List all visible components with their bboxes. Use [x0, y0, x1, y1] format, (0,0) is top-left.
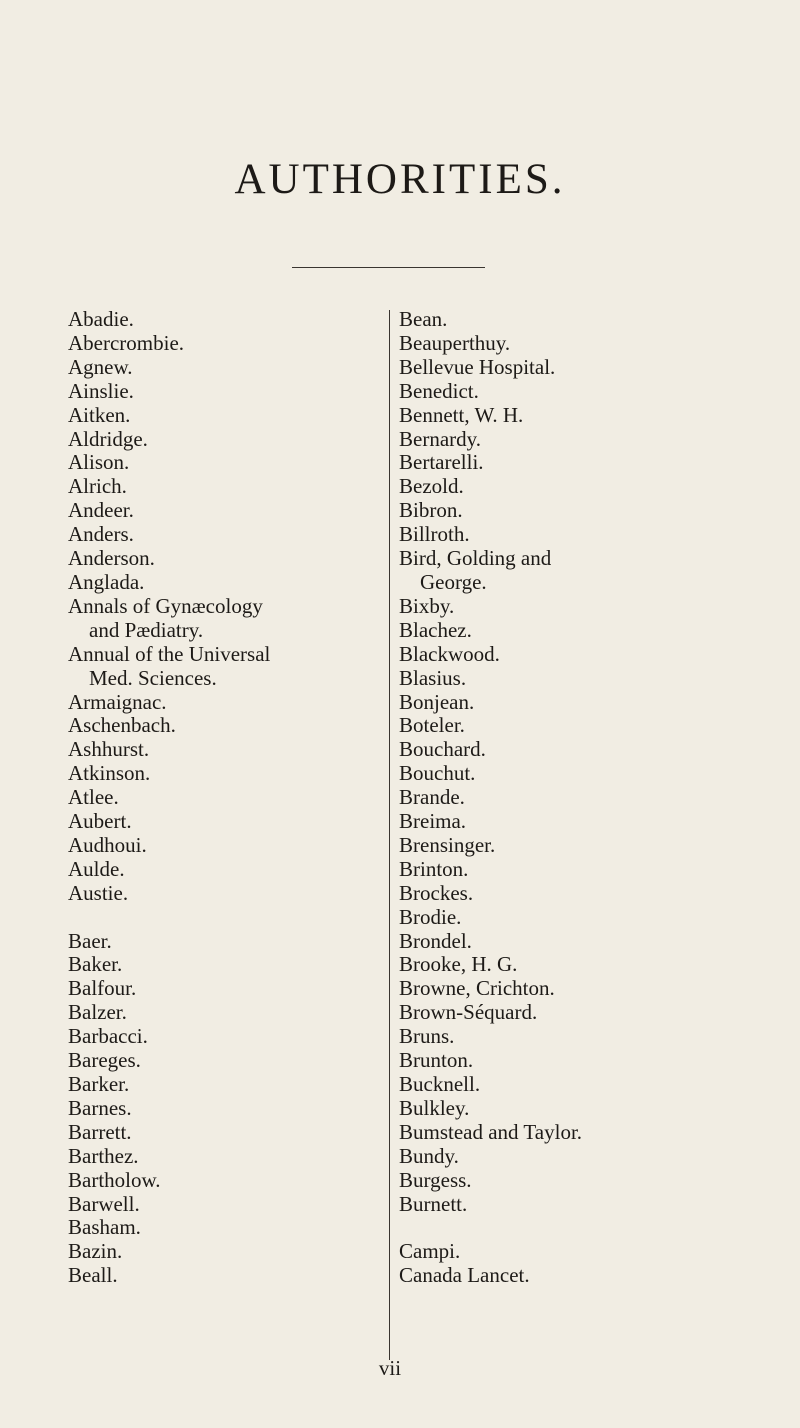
authority-entry: Anders.	[68, 522, 134, 547]
authority-entry: Ashhurst.	[68, 737, 150, 762]
authority-entry: Benedict.	[399, 378, 479, 403]
authority-entry: Bruns.	[399, 1024, 455, 1049]
authority-entry: Brande.	[399, 785, 465, 810]
authority-entry: Andeer.	[68, 498, 134, 523]
authority-entry: Brondel.	[399, 928, 472, 953]
authority-entry: Austie.	[68, 880, 129, 905]
authority-entry: Barwell.	[68, 1191, 140, 1216]
authority-entry: Bulkley.	[399, 1095, 470, 1120]
authority-entry: Brooke, H. G.	[399, 952, 518, 977]
authority-entry: Burnett.	[399, 1191, 468, 1216]
authority-entry: Barnes.	[68, 1095, 132, 1120]
authority-entry: Burgess.	[399, 1167, 472, 1192]
authority-entry: Beauperthuy.	[399, 330, 511, 355]
authorities-right-column	[399, 308, 709, 1288]
authority-entry: Aitken.	[68, 402, 131, 427]
authority-entry: Barbacci.	[68, 1024, 148, 1049]
authority-entry: Armaignac.	[68, 689, 167, 714]
authority-entry: Boteler.	[399, 713, 465, 738]
authority-entry: Bean.	[399, 307, 448, 331]
authority-entry: Bucknell.	[399, 1072, 481, 1096]
authority-entry: Barthez.	[68, 1143, 139, 1168]
authority-entry: Atkinson.	[68, 761, 151, 786]
authority-entry: Bonjean.	[399, 689, 475, 714]
authority-entry: Canada Lancet.	[399, 1263, 530, 1288]
authority-entry: Annals of Gynæcology	[68, 593, 263, 618]
authority-entry: Bazin.	[68, 1239, 123, 1264]
authority-entry: Billroth.	[399, 522, 470, 547]
authority-entry: Barrett.	[68, 1119, 132, 1144]
authority-entry: and Pædiatry.	[89, 617, 204, 642]
authority-entry: Agnew.	[68, 354, 133, 379]
authority-entry: Barker.	[68, 1071, 130, 1096]
authority-entry: Bareges.	[68, 1048, 141, 1073]
authority-entry: Basham.	[68, 1215, 141, 1240]
authority-entry: Bennett, W. H.	[399, 402, 524, 427]
list-spacer	[399, 1216, 709, 1240]
authority-entry: Browne, Crichton.	[399, 976, 555, 1001]
authority-entry: Aschenbach.	[68, 713, 176, 738]
authority-entry: Brodie.	[399, 904, 462, 929]
authority-entry: George.	[420, 569, 487, 594]
authority-entry: Annual of the Universal	[68, 641, 271, 666]
authority-entry: Breima.	[399, 809, 467, 834]
authority-entry: Bibron.	[399, 498, 463, 523]
authority-entry: Aldridge.	[68, 426, 148, 451]
authority-entry: Abadie.	[68, 307, 134, 331]
authority-entry: Baker.	[68, 952, 123, 977]
authority-entry: Bellevue Hospital.	[399, 354, 556, 379]
authority-entry: Bernardy.	[399, 426, 482, 451]
authority-entry: Brown-Séquard.	[399, 1000, 538, 1025]
authority-entry: Atlee.	[68, 785, 119, 810]
authority-entry: Brunton.	[399, 1048, 474, 1073]
authority-entry: Brinton.	[399, 856, 469, 881]
authority-entry: Bertarelli.	[399, 450, 484, 475]
authority-entry: Brockes.	[399, 880, 474, 905]
authority-entry: Beall.	[68, 1263, 118, 1288]
authority-entry: Abercrombie.	[68, 330, 185, 355]
authorities-left-column	[68, 308, 386, 1288]
authority-entry: Anglada.	[68, 569, 145, 594]
authority-entry: Ainslie.	[68, 378, 134, 403]
authority-entry: Bixby.	[399, 593, 455, 618]
authority-entry: Bartholow.	[68, 1167, 161, 1192]
list-spacer	[68, 906, 386, 930]
authority-entry: Bouchut.	[399, 761, 476, 786]
authority-entry: Bundy.	[399, 1143, 459, 1168]
authority-entry: Baer.	[68, 928, 112, 953]
authority-entry: Bouchard.	[399, 737, 486, 762]
authority-entry: Bezold.	[399, 474, 464, 499]
authority-entry: Bird, Golding and	[399, 546, 552, 571]
authority-entry: Med. Sciences.	[89, 665, 217, 690]
page-number: vii	[378, 1356, 402, 1380]
authority-entry: Blackwood.	[399, 641, 500, 666]
authority-entry: Alrich.	[68, 474, 127, 499]
authority-entry: Blasius.	[399, 665, 467, 690]
page-title: AUTHORITIES.	[234, 156, 566, 203]
authority-entry: Alison.	[68, 450, 130, 475]
authority-entry: Blachez.	[399, 617, 472, 642]
authority-entry: Bumstead and Taylor.	[399, 1119, 583, 1144]
title-rule	[292, 267, 485, 268]
authority-entry: Aulde.	[68, 856, 125, 881]
authority-entry: Aubert.	[68, 809, 132, 834]
authority-entry: Balzer.	[68, 1000, 127, 1025]
authority-entry: Balfour.	[68, 976, 137, 1001]
authority-entry: Brensinger.	[399, 832, 496, 857]
authority-entry: Anderson.	[68, 546, 155, 571]
authority-entry: Campi.	[399, 1239, 461, 1264]
authority-entry: Audhoui.	[68, 832, 147, 857]
column-divider	[389, 310, 390, 1360]
